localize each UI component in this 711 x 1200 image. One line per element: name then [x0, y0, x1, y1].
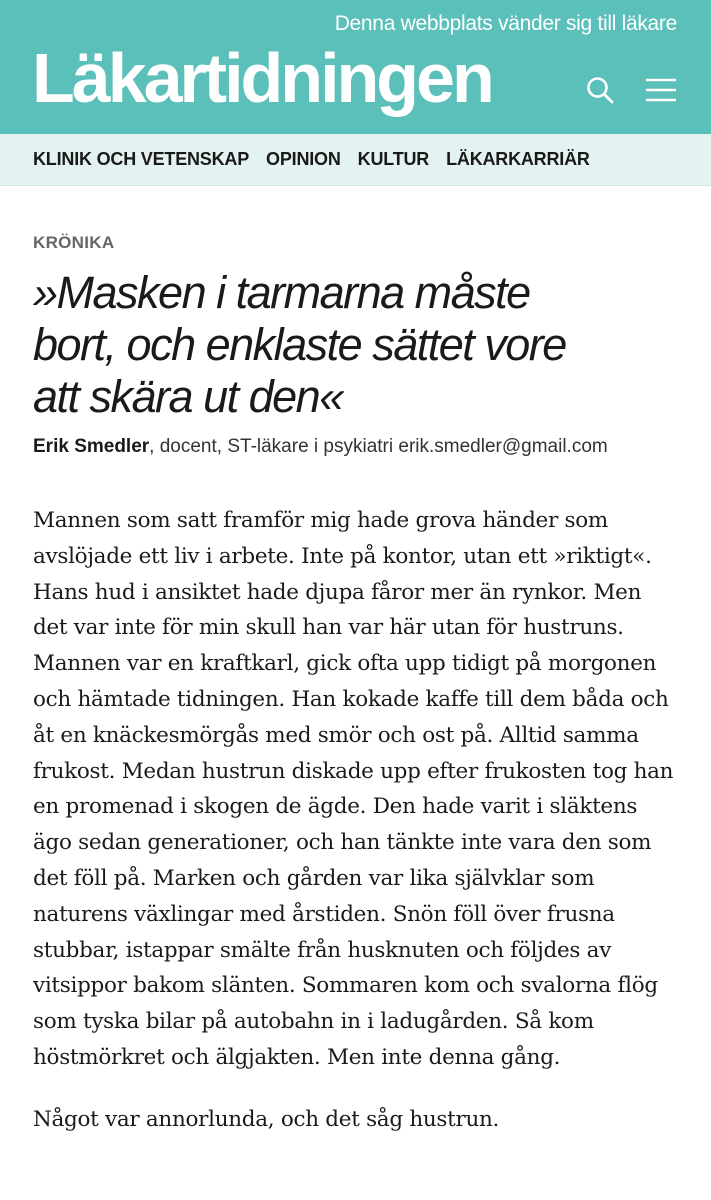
article-kicker[interactable]: KRÖNIKA: [33, 233, 115, 252]
author-details: , docent, ST-läkare i psykiatri erik.smedler@gmail.com: [149, 436, 608, 457]
article-byline: [33, 436, 675, 458]
nav-item-opinion[interactable]: OPINION: [266, 149, 341, 169]
nav-item-klinik-och-vetenskap[interactable]: KLINIK OCH VETENSKAP: [33, 149, 250, 169]
article-paragraph: Mannen som satt framför mig hade grova händer som avslöjade ett liv i arbete. Inte på kontor, utan ett »riktigt«. Hans hud i ansiktet hade djupa fåror mer än rynkor. Men det var inte för min skull han var här utan för hustruns. Mannen var en kraftkarl, gick ofta upp tidigt på morgonen och hämtade tidningen. Han kokade kaffe till dem båda och åt en knäckesmörgås med smör och ost på. Alltid samma frukost. Medan hustrun diskade upp efter frukosten tog han en promenad i skogen de ägde. Den hade varit i släktens ägo sedan generationer, och han tänkte inte vara den som det föll på. Marken och gården var lika självklar som naturens växlingar med årstiden. Snön föll över frusna stubbar, istappar smälte från husknuten och följdes av vitsippor bakom slänten. Sommaren kom och svalorna flög som tyska bilar på autobahn in i ladugården. Så kom höstmörkret och älgjakten. Men inte denna gång.: [33, 508, 674, 1070]
article-paragraph: Något var annorlunda, och det såg hustrun.: [33, 1106, 500, 1132]
site-logo[interactable]: Läkartidningen: [32, 39, 492, 117]
nav-item-kultur[interactable]: KULTUR: [357, 149, 430, 169]
site-header: [0, 0, 711, 134]
article: [0, 233, 711, 1138]
article-body: [33, 503, 675, 1138]
author-name[interactable]: Erik Smedler: [33, 436, 150, 457]
search-button[interactable]: [582, 72, 618, 108]
site-tagline: Denna webbplats vänder sig till läkare: [334, 12, 677, 35]
article-headline: »Masken i tarmarna måste bort, och enklaste sättet vore att skära ut den«: [33, 267, 566, 422]
menu-icon: [645, 76, 677, 104]
search-icon: [585, 75, 615, 105]
menu-button[interactable]: [643, 72, 679, 108]
section-nav: [0, 134, 711, 186]
nav-item-lakarkarriar[interactable]: LÄKARKARRIÄR: [446, 149, 590, 169]
